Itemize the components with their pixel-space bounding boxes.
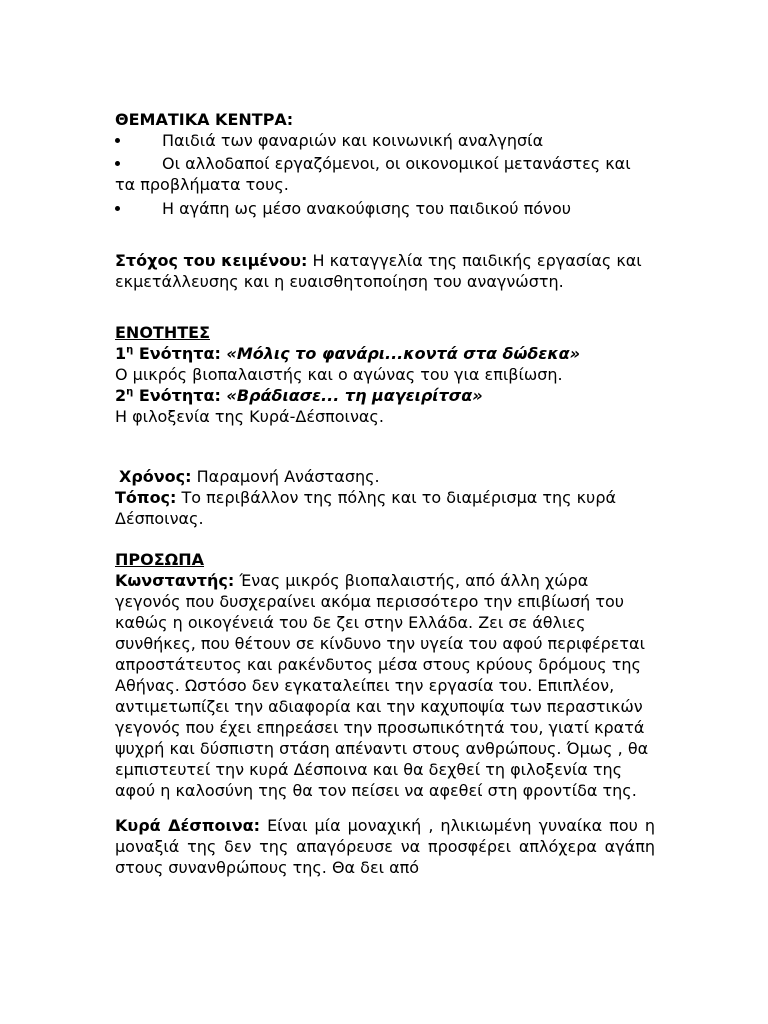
theme-item: Παιδιά των φαναριών και κοινωνική αναλγησία bbox=[115, 130, 655, 154]
themes-heading: ΘΕΜΑΤΙΚΑ ΚΕΝΤΡΑ: bbox=[115, 110, 294, 129]
unit-1-desc: Ο μικρός βιοπαλαιστής και ο αγώνας του για επιβίωση. bbox=[115, 365, 563, 384]
unit-2-title: $2^\eta$ Ενότητα: «Βράδιασε... τη μαγειρίτσα» bbox=[115, 386, 483, 405]
unit-2-desc: Η φιλοξενία της Κυρά-Δέσποινας. bbox=[115, 407, 384, 426]
bullet-icon bbox=[115, 206, 120, 211]
despoina-paragraph: Κυρά Δέσποινα: Είναι μία μοναχική , ηλικιωμένη γυναίκα που η μοναξιά της δεν της απαγόρευσε να προσφέρει απλόχερα αγάπη στους συνανθρώπους της. Θα δει από bbox=[115, 816, 656, 877]
place-line: Τόπος: Το περιβάλλον της πόλης και το διαμέρισμα της κυρά Δέσποινας. bbox=[115, 488, 617, 528]
themes-section bbox=[115, 109, 655, 222]
theme-item: Η αγάπη ως μέσο ανακούφισης του παιδικού πόνου bbox=[115, 198, 655, 222]
theme-item: Οι αλλοδαποί εργαζόμενοι, οι οικονομικοί μετανάστες και τα προβλήματα τους. bbox=[115, 154, 631, 194]
goal-paragraph bbox=[115, 250, 655, 292]
goal-text: Η καταγγελία της παιδικής εργασίας και εκμετάλλευσης και η ευαισθητοποίηση του αναγνώστη. bbox=[115, 251, 642, 291]
konstantis-paragraph: Κωνσταντής: Ένας μικρός βιοπαλαιστής, από άλλη χώρα γεγονός που δυσχεραίνει ακόμα περισσότερο την επιβίωσή του καθώς η οικογένειά του δε ζει στην Ελλάδα. Ζει σε άθλιες συνθήκες, που θέτουν σε κίνδυνο την υγεία του αφού περιφέρεται απροστάτευτος και ρακένδυτος μέσα στους κρύους δρόμους της Αθήνας. Ωστόσο δεν εγκαταλείπει την εργασία του. Επιπλέον, αντιμετωπίζει την αδιαφορία και την καχυποψία των περαστικών γεγονός που έχει επηρεάσει την προσωπικότητά του, γιατί κρατά ψυχρή και δύσπιστη στάση απέναντι στους ανθρώπους. Όμως , θα εμπιστευτεί την κυρά Δέσποινα και θα δεχθεί τη φιλοξενία της αφού η καλοσύνη της θα τον πείσει να αφεθεί στη φροντίδα της. bbox=[115, 571, 649, 800]
setting-block bbox=[115, 466, 655, 529]
persons-heading: ΠΡΟΣΩΠΑ bbox=[115, 550, 205, 569]
bullet-icon bbox=[115, 161, 120, 166]
persons-block bbox=[115, 549, 655, 878]
unit-1-title: $1^\eta$ Ενότητα: «Μόλις το φανάρι...κοντά στα δώδεκα» bbox=[115, 344, 581, 363]
goal-label: Στόχος του κειμένου: bbox=[115, 251, 308, 270]
bullet-icon bbox=[115, 138, 120, 143]
sections-block bbox=[115, 322, 655, 427]
sections-heading: ΕΝΟΤΗΤΕΣ bbox=[115, 323, 210, 342]
time-line: Χρόνος: Παραμονή Ανάστασης. bbox=[119, 467, 380, 486]
